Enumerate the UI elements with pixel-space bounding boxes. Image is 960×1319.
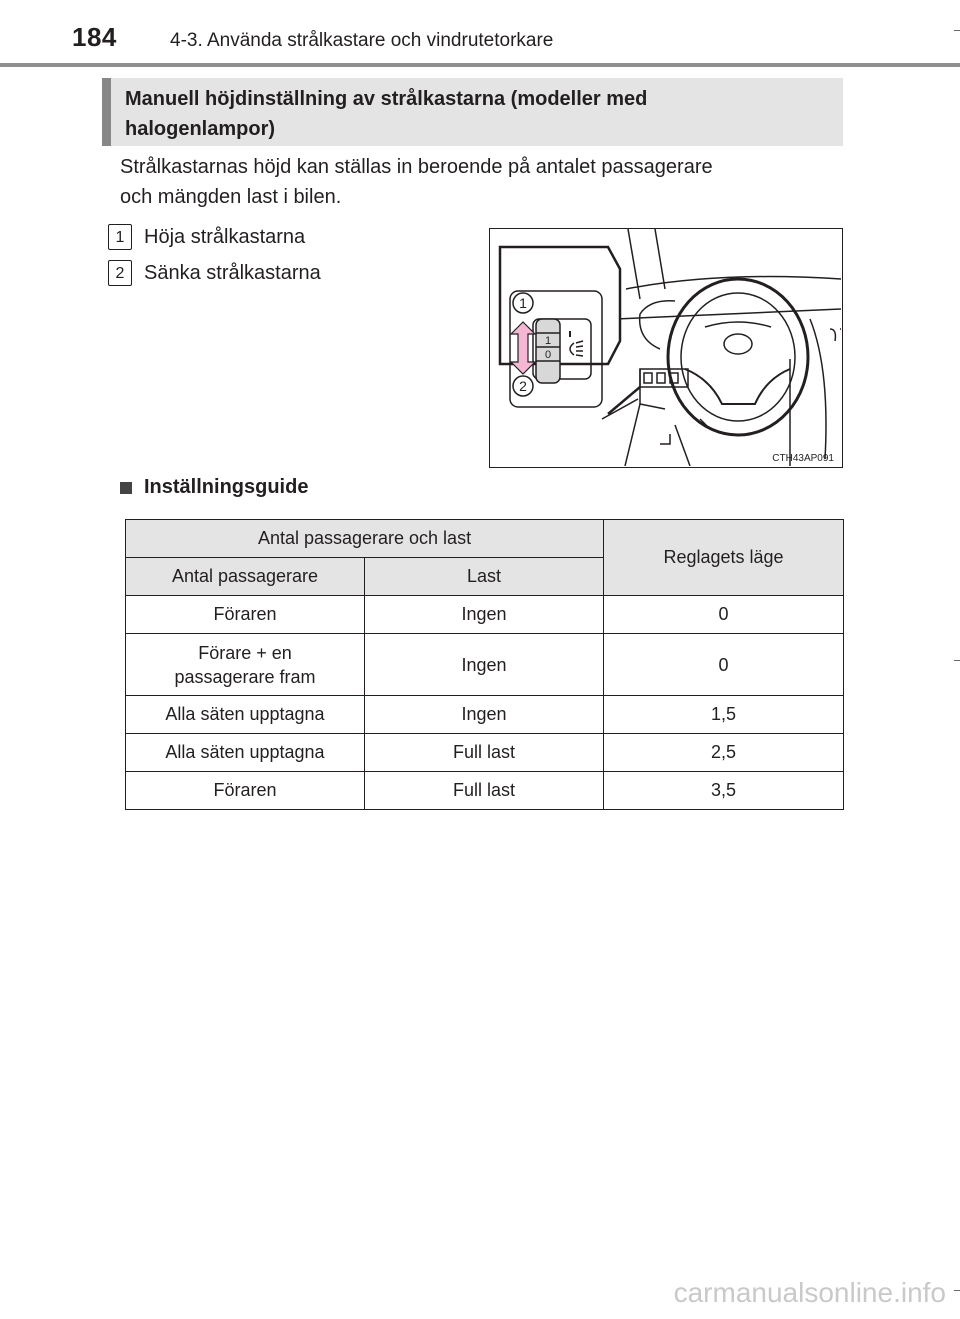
cell-position: 2,5	[604, 734, 844, 772]
table-row	[126, 596, 844, 634]
cell-position: 1,5	[604, 696, 844, 734]
cell-passengers: Föraren	[126, 772, 365, 810]
subheading	[120, 476, 308, 499]
watermark: carmanualsonline.info	[673, 1277, 946, 1308]
cell-load: Full last	[365, 734, 604, 772]
subheading-text: Inställningsguide	[144, 476, 309, 498]
step-label: Sänka strålkastarna	[144, 261, 321, 284]
step-label: Höja strålkastarna	[144, 225, 306, 248]
intro-line2: och mängden last i bilen.	[120, 186, 342, 208]
cell-load: Ingen	[365, 634, 604, 696]
cell-passengers: Alla säten upptagna	[126, 696, 365, 734]
header-passengers-and-load: Antal passagerare och last	[126, 520, 604, 558]
figure-code: CTH43AP091	[772, 453, 834, 464]
step-raise	[108, 224, 305, 250]
cell-position: 0	[604, 596, 844, 634]
step-lower	[108, 260, 321, 286]
cell-load: Full last	[365, 772, 604, 810]
page-number: 184	[72, 22, 117, 52]
header-load: Last	[365, 558, 604, 596]
cell-passengers: Föraren	[126, 596, 365, 634]
section-heading-line2: halogenlampor)	[125, 118, 276, 140]
callout-2: 2	[519, 378, 527, 394]
table-row	[126, 734, 844, 772]
cell-passengers: Alla säten upptagna	[126, 734, 365, 772]
table-row	[126, 772, 844, 810]
cell-passengers-line1: Förare + en	[198, 642, 292, 663]
cell-passengers	[126, 634, 365, 696]
intro-line1: Strålkastarnas höjd kan ställas in beroende på antalet passagerare	[120, 156, 713, 178]
table-row	[126, 696, 844, 734]
section-title: 4-3. Använda strålkastare och vindrutetorkare	[170, 30, 554, 51]
dashboard-drawing	[490, 229, 841, 466]
header-passenger-count: Antal passagerare	[126, 558, 365, 596]
header-dial-position: Reglagets läge	[604, 520, 844, 596]
step-number-icon: 1	[108, 224, 132, 250]
cell-position: 3,5	[604, 772, 844, 810]
dial-mark-0: 0	[544, 349, 552, 361]
cell-load: Ingen	[365, 596, 604, 634]
intro-paragraph	[120, 152, 837, 212]
callout-1: 1	[519, 295, 527, 311]
crop-mark	[954, 30, 960, 31]
crop-mark	[954, 660, 960, 661]
dial-mark-1: 1	[544, 335, 552, 347]
cell-passengers-line2: passagerare fram	[174, 666, 316, 687]
square-bullet-icon	[120, 482, 132, 494]
headlight-leveling-illustration	[489, 228, 843, 468]
crop-mark	[954, 1290, 960, 1291]
table-row	[126, 634, 844, 696]
adjustment-guide-table	[125, 519, 844, 810]
cell-position: 0	[604, 634, 844, 696]
header-rule	[0, 63, 960, 67]
section-heading-line1: Manuell höjdinställning av strålkastarna (modeller med	[125, 88, 648, 110]
cell-load: Ingen	[365, 696, 604, 734]
section-heading	[102, 78, 843, 146]
step-number-icon: 2	[108, 260, 132, 286]
